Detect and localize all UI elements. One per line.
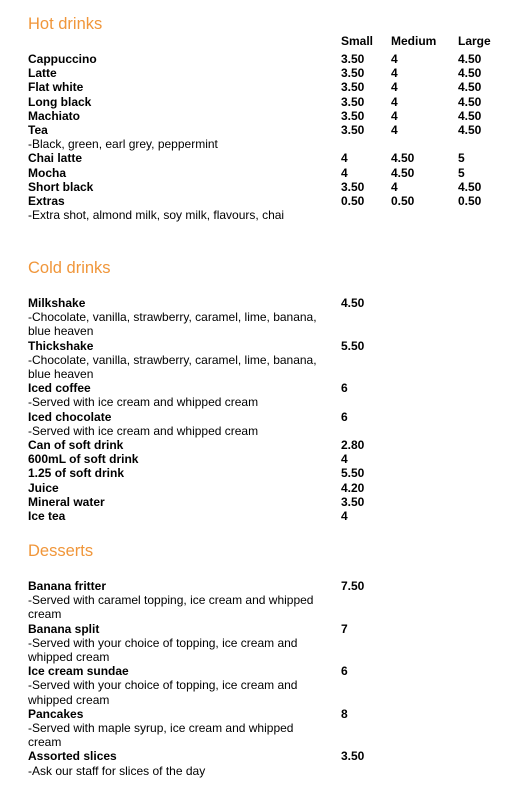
item-description: -Served with ice cream and whipped cream: [28, 395, 259, 410]
price-large: 4.50: [458, 123, 482, 137]
item-description: whipped cream: [28, 650, 110, 664]
item-description: -Served with caramel topping, ice cream and whipped: [28, 593, 314, 608]
item-name: Latte: [28, 66, 57, 81]
item-price: 5.50: [341, 466, 365, 481]
price-medium: 4: [391, 179, 398, 194]
price-medium: 4: [391, 94, 398, 109]
item-price: 3.50: [341, 749, 365, 764]
item-price: 7.50: [341, 579, 365, 593]
price-medium: 4: [391, 66, 398, 81]
item-name: 1.25 of soft drink: [28, 466, 125, 481]
item-price: 7: [341, 621, 348, 636]
price-small: 3.50: [341, 179, 365, 194]
price-small: 3.50: [341, 94, 365, 109]
item-description: cream: [28, 735, 62, 750]
item-description: -Extra shot, almond milk, soy milk, flavours, chai: [28, 208, 285, 223]
item-price: 4.50: [341, 296, 365, 310]
price-small: 0.50: [341, 194, 365, 208]
item-price: 2.80: [341, 438, 365, 452]
price-large: 5: [458, 165, 465, 180]
item-name: Cappuccino: [28, 52, 97, 66]
price-medium: 0.50: [391, 194, 415, 208]
item-description: -Chocolate, vanilla, strawberry, caramel, lime, banana,: [28, 310, 317, 325]
price-large: 5: [458, 151, 465, 166]
item-name: Chai latte: [28, 151, 83, 166]
price-large: 0.50: [458, 194, 482, 208]
item-price: 6: [341, 664, 348, 679]
cold-drinks-title: Cold drinks: [28, 259, 111, 277]
item-name: Iced chocolate: [28, 409, 112, 424]
item-name: Can of soft drink: [28, 438, 124, 452]
item-description: -Served with maple syrup, ice cream and whipped: [28, 721, 294, 735]
price-small: 3.50: [341, 52, 365, 66]
price-medium: 4: [391, 80, 398, 95]
item-name: Banana fritter: [28, 579, 107, 593]
item-description: whipped cream: [28, 692, 110, 707]
item-name: Long black: [28, 94, 92, 109]
item-price: 5.50: [341, 338, 365, 353]
item-name: Ice tea: [28, 509, 66, 523]
item-name: Thickshake: [28, 338, 94, 353]
item-name: 600mL of soft drink: [28, 452, 139, 467]
item-description: -Chocolate, vanilla, strawberry, caramel, lime, banana,: [28, 352, 317, 367]
item-description: blue heaven: [28, 367, 94, 381]
item-description: -Served with your choice of topping, ice cream and: [28, 678, 298, 693]
price-medium: 4: [391, 52, 398, 66]
price-large: 4.50: [458, 108, 482, 123]
hot-drinks-title: Hot drinks: [28, 15, 103, 33]
price-large: 4.50: [458, 52, 482, 66]
price-small: 3.50: [341, 66, 365, 81]
header-small: Small: [341, 34, 374, 48]
item-name: Flat white: [28, 80, 84, 95]
price-medium: 4: [391, 108, 398, 123]
item-price: 4: [341, 452, 348, 467]
desserts-title: Desserts: [28, 542, 94, 560]
item-name: Milkshake: [28, 296, 86, 310]
item-name: Extras: [28, 194, 65, 208]
item-name: Juice: [28, 480, 59, 495]
price-small: 4: [341, 165, 348, 180]
item-description: blue heaven: [28, 324, 94, 339]
item-description: cream: [28, 607, 62, 622]
item-description: -Black, green, earl grey, peppermint: [28, 137, 218, 152]
price-large: 4.50: [458, 66, 482, 81]
price-medium: 4: [391, 123, 398, 137]
price-large: 4.50: [458, 94, 482, 109]
item-name: Mocha: [28, 165, 67, 180]
item-price: 4.20: [341, 480, 365, 495]
item-price: 6: [341, 381, 348, 396]
item-price: 3.50: [341, 494, 365, 509]
item-name: Machiato: [28, 108, 81, 123]
item-name: Assorted slices: [28, 749, 117, 764]
price-large: 4.50: [458, 179, 482, 194]
item-description: -Ask our staff for slices of the day: [28, 763, 206, 778]
item-name: Ice cream sundae: [28, 664, 129, 679]
item-name: Banana split: [28, 621, 100, 636]
item-name: Short black: [28, 179, 94, 194]
price-small: 3.50: [341, 80, 365, 95]
item-price: 8: [341, 706, 348, 721]
header-medium: Medium: [391, 34, 437, 48]
header-large: Large: [458, 34, 491, 48]
item-price: 6: [341, 409, 348, 424]
item-description: -Served with ice cream and whipped cream: [28, 423, 259, 438]
item-description: -Served with your choice of topping, ice cream and: [28, 635, 298, 650]
item-name: Mineral water: [28, 494, 105, 509]
item-name: Iced coffee: [28, 381, 91, 396]
item-price: 4: [341, 509, 348, 523]
price-small: 4: [341, 151, 348, 166]
price-medium: 4.50: [391, 165, 415, 180]
price-small: 3.50: [341, 123, 365, 137]
item-name: Pancakes: [28, 706, 84, 721]
price-large: 4.50: [458, 80, 482, 95]
price-medium: 4.50: [391, 151, 415, 166]
price-small: 3.50: [341, 108, 365, 123]
item-name: Tea: [28, 123, 48, 137]
